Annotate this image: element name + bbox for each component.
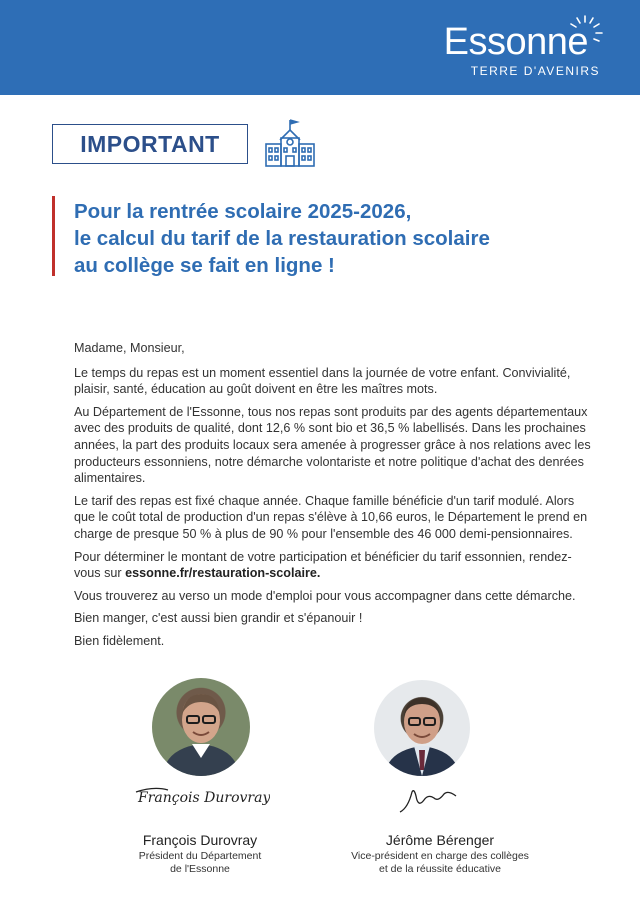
brand-logo (443, 21, 600, 78)
signatory-role-line: de l'Essonne (170, 863, 230, 875)
letter-closing: Bien fidèlement. (74, 633, 165, 648)
letter-paragraph (74, 549, 596, 582)
letter-paragraph: Le temps du repas est un moment essentiel dans la journée de votre enfant. Convivialité, plaisir, santé, éducation au goût doivent en être les maîtres mots. (74, 365, 571, 397)
signatory (100, 832, 300, 876)
page-title (74, 198, 594, 279)
important-label: IMPORTANT (80, 130, 220, 157)
signatory-name: Jérôme Bérenger (385, 832, 495, 848)
title-line: au collège se fait en ligne ! (74, 254, 335, 277)
school-building-icon (264, 118, 316, 168)
letter-salutation: Madame, Monsieur, (74, 341, 185, 355)
letter-text: Pour déterminer le montant de votre participation et bénéficier du tarif essonnien, rendez-vous sur (74, 549, 572, 581)
website-link[interactable]: essonne.fr/restauration-scolaire. (125, 566, 321, 581)
letter-paragraph: Au Département de l'Essonne, tous nos repas sont produits par des agents départementaux avec des produits de qualité, dont 12,6 % sont bio et 36,5 % labellisés. Dans les prochaines années, la part des produits locaux sera amenée à progresser grâce à nos relations avec les producteurs essonniens, notre démarche volontariste et notre politique d'achat des denrées alimentaires. (74, 404, 591, 486)
signatory-role (340, 850, 540, 876)
signature-left (134, 784, 270, 810)
signatory-name: François Durovray (142, 832, 258, 848)
portrait-photo (374, 680, 470, 776)
signatory-role-line: Vice-président en charge des collèges (351, 850, 529, 862)
signatory-role (100, 850, 300, 876)
letter-body (74, 340, 596, 656)
signature-right (394, 786, 464, 816)
letter-paragraph: Le tarif des repas est fixé chaque année. Chaque famille bénéficie d'un tarif modulé. Alors que le coût total de production d'un repas s'élève à 10,66 euros, le Département le prend en charge de presque 50 % à plus de 90 % pour l'ensemble des 46 000 demi-pensionnaires. (74, 493, 588, 541)
brand-tagline: TERRE D'AVENIRS (470, 64, 600, 78)
brand-name: Essonne (443, 21, 588, 63)
letter-paragraph: Bien manger, c'est aussi bien grandir et s'épanouir ! (74, 611, 363, 626)
svg-text:François Durovray: François Durovray (138, 790, 270, 806)
important-badge (52, 124, 248, 164)
signatory-role-line: Président du Département (138, 850, 262, 862)
title-line: le calcul du tarif de la restauration scolaire (74, 227, 490, 250)
portrait-photo (152, 678, 250, 776)
letter-paragraph: Vous trouverez au verso un mode d'emploi pour vous accompagner dans cette démarche. (74, 588, 576, 603)
signatory-role-line: et de la réussite éducative (379, 863, 501, 875)
signatory (340, 832, 540, 876)
title-accent-bar (52, 196, 55, 276)
title-line: Pour la rentrée scolaire 2025-2026, (74, 200, 412, 223)
